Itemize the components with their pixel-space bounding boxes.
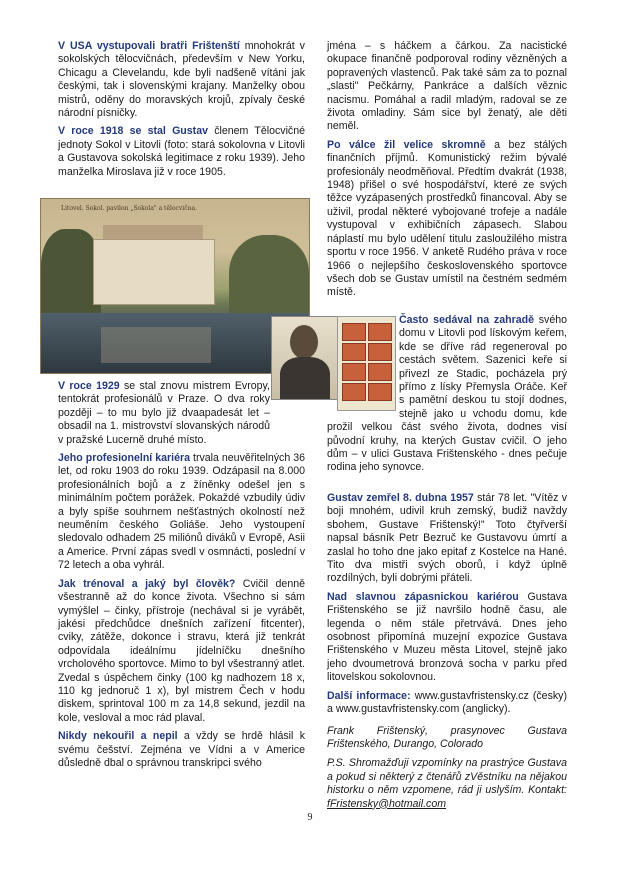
paragraph-name: jména – s háčkem a čárkou. Za nacistické okupace finančně podporoval rodiny vězněných a popravených vlastenců. Pak také sám za to poznal „slasti" Pečkárny, Pankráce a dalších věznic nacismu. Pomáhal a radil mladým, radoval se ze života omladiny. Sám sice byl ženatý, ale děti neměl. xyxy=(327,40,567,133)
paragraph-death: Gustav zemřel 8. dubna 1957 stár 78 let. "Vítěz v boji mnohém, udivil kruh zemský, budiž navždy sbohem, Gustave Frištenský!" Toto čtyřverší napsal básník Petr Bezruč ke Gustavovu úmrtí a zaslal ho toho dne jako epitaf z Kostelce na Hané. Tito dva mistři svých oborů, i když úplně rozdílných, byli dobrými přáteli. xyxy=(327,492,567,585)
postscript: P.S. Shromažďuji vzpomínky na prastrýce Gustava a pokud si některý z čtenářů zVěstníku na nějakou historku o něm vzpomene, rád ji uslyším. Kontakt: fFristensky@hotmail.com xyxy=(327,757,567,810)
left-column-top xyxy=(58,40,305,184)
right-column-bottom xyxy=(327,492,567,816)
contact-email-link[interactable]: fFristensky@hotmail.com xyxy=(327,797,447,810)
paragraph-1929: V roce 1929 se stal znovu mistrem Evropy, tentokrát profesionálů v Praze. O dva roky později – to mu bylo již dvaapadesát let – obsadil na 1. mistrovství slovanských národů v pražské Lucerně druhé místo. xyxy=(58,380,270,446)
right-column-garden xyxy=(327,314,567,480)
paragraph-more-info: Další informace: www.gustavfristensky.cz (česky) a www.gustavfristensky.com (anglicky). xyxy=(327,689,567,716)
pavilion-building xyxy=(93,239,215,305)
paragraph-after-war: Po válce žil velice skromně a bez stálých finančních příjmů. Komunistický režim bývalé profesionály neodměňoval. Předtím dvakrát (1938, 1948) přišel o své hospodářství, které ze svých těžce vyzápasených prostředků financoval. Aby se uživil, prodal některé vybojované trofeje a nadále vystupoval v exhibičních zápasech. Slabou náplastí mu bylo udělení titulu zasloužilého mistra sportu v roce 1956. V anketě Rudého práva v roce 1966 o nejlepšího československého sportovce všech dob se Gustav umístil na čestném sedmém místě. xyxy=(327,138,567,299)
page-number: 9 xyxy=(307,812,313,823)
paragraph-legacy: Nad slavnou zápasnickou kariérou Gustava Frištenského se již navršilo hodně času, ale legenda o něm stále přetrvává. Dnes jeho osobnost připomíná muzejní expozice Gustava Frištenského v Muzeu města Litovel, stejně jako jeho dvoumetrová bronzová socha v parku před litovelskou sokolovnou. xyxy=(327,590,567,684)
right-column-top xyxy=(327,40,567,305)
left-column-bottom xyxy=(58,380,305,775)
signature: Frank Frištenský, prasynovec Gustava Frištenského, Durango, Colorado xyxy=(327,724,567,750)
trees-right xyxy=(229,235,309,319)
paragraph-usa: V USA vystupovali bratři Frištenští mnohokrát v sokolských tělocvičnách, především v New Yorku, Chicagu a Clevelandu, kde byli nadšeně vítáni jak českými, tak i slovenskými krajany. Manželky obou mistrů, oděny do moravských krojů, zpívaly české národní písničky. xyxy=(58,40,305,120)
portrait-head xyxy=(290,325,318,359)
paragraph-training: Jak trénoval a jaký byl člověk? Cvičil denně všestranně až do konce života. Všechno si sám vymýšlel – činky, přístroje (nechával si je vyrábět, jakési předchůdce dnešních zařízení fitcenter), cviky, zátěže, dokonce i stravu, která již tenkrát odpovídala ideálnímu jídelníčku dnešního vrcholového sportovce. Mimo to byl všestranný atlet. Zvedal s úspěchem činky (100 kg nadhozem 18 x, 110 kg jednoruč 1 x), byl mistrem Čech v hodu diskem, sprintoval 100 m za 14,8 sekund, jezdil na kole, vesloval a moc rád plaval. xyxy=(58,577,306,724)
paragraph-1918: V roce 1918 se stal Gustav členem Tělocvičné jednoty Sokol v Litovli (foto: stará sokolovna v Litovli a Gustavova sokolská legitimace z roku 1939). Jeho manželka Miroslava již v roce 1905. xyxy=(58,125,306,178)
trees-left xyxy=(41,229,101,319)
water-reflection xyxy=(101,327,211,363)
paragraph-never-smoked: Nikdy nekouřil a nepil a vždy se hrdě hlásil k svému češství. Zejména ve Vídni a v Americe důsledně dbal o správnou transkripci svého xyxy=(58,730,305,769)
photo-caption: Litovel. Sokol. pavilon „Sokola" a tělocvična. xyxy=(61,205,197,212)
paragraph-career: Jeho profesionelní kariéra trvala neuvěřitelných 36 let, od roku 1903 do roku 1939. Odzápasil na 8.000 profesionálních bojů a z žíněnky odešel jen s minimálním počtem porážek. Pokaždé vzbudily údiv a byly spíše souhrnem nešťastných okolností než neuměním českého Goliáše. Jeho vystoupení sledovalo odhadem 25 miliónů diváků v Evropě, Asii a Americe. První zápas svedl v osmnácti, poslední v 72 letech a oba vyhrál. xyxy=(58,452,305,572)
image-float-spacer xyxy=(327,314,399,410)
sokolovna-photo xyxy=(40,198,310,374)
paragraph-garden: Často sedával na zahradě svého domu v Litovli pod lískovým keřem, kde se dříve rád regeneroval po cestách světem. Sazenici keře si přivezl ze Stadic, pocházela prý přímo z lísky Přemysla Oráče. Keř s pamětní deskou tu stojí dodnes, stejně jako u vchodu domu, kde prožil velkou část svého života, dodnes visí původní kruhy, na kterých Gustav cvičil. O jeho dům – v ulici Gustava Frištenského - dnes pečuje rodina jeho synovce. xyxy=(327,314,567,474)
